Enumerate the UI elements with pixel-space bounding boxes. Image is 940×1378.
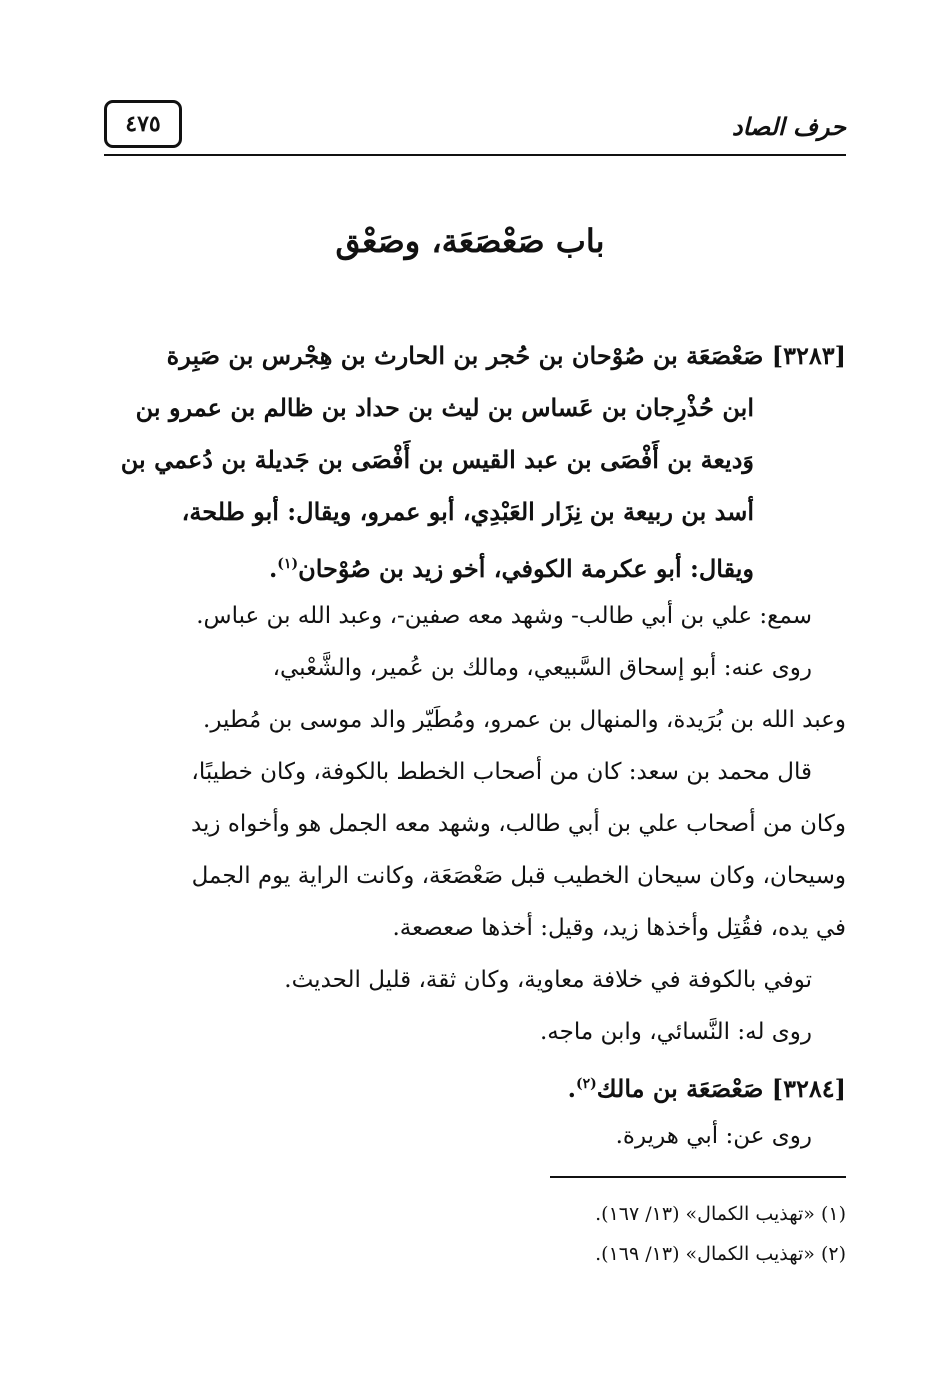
footnote-2: (٢) «تهذيب الكمال» (١٣/ ١٦٩). xyxy=(595,1243,846,1265)
footnotes xyxy=(104,1194,846,1274)
footnote-ref-1: (١) xyxy=(277,556,299,572)
entry-3283-line-3: وَديعة بن أَفْصَى بن عبد القيس بن أَفْصَى بن جَديلة بن دُعمي بن xyxy=(120,445,754,474)
footnote-rule xyxy=(550,1176,846,1178)
entry-3283-line-2: ابن حُذْرِجان بن عَساس بن ليث بن حداد بن ظالم بن عمرو بن xyxy=(135,393,754,422)
running-head: حرف الصاد xyxy=(731,112,846,141)
entry-3283-line-5-text: ويقال: أبو عكرمة الكوفي، أخو زيد بن صُوْحان xyxy=(298,554,754,583)
body-line-2: روى عنه: أبو إسحاق السَّبيعي، ومالك بن عُمير، والشَّعْبي، xyxy=(272,655,812,681)
entry-3284-end: . xyxy=(567,1074,576,1103)
body-line-9: روى له: النَّسائي، وابن ماجه. xyxy=(539,1019,812,1045)
body-line-6: وسيحان، وكان سيحان الخطيب قبل صَعْصَعَة، وكانت الراية يوم الجمل xyxy=(191,863,846,889)
entry-3283-line-5-end: . xyxy=(268,554,278,583)
chapter-title: باب صَعْصَعَة، وصَعْق xyxy=(335,222,605,260)
entry-3284 xyxy=(104,1058,846,1110)
page-number-text: ٤٧٥ xyxy=(125,111,161,137)
entry-3284-narration: روى عن: أبي هريرة. xyxy=(615,1123,812,1149)
body-line-1: سمع: علي بن أبي طالب- وشهد معه صفين-، وعبد الله بن عباس. xyxy=(196,603,812,629)
body-line-7: في يده، فقُتِل وأخذها زيد، وقيل: أخذها صعصعة. xyxy=(392,915,846,941)
entry-3283 xyxy=(104,330,846,590)
body-line-4: قال محمد بن سعد: كان من أصحاب الخطط بالكوفة، وكان خطيبًا، xyxy=(191,759,812,785)
body-line-8: توفي بالكوفة في خلافة معاوية، وكان ثقة، قليل الحديث. xyxy=(284,967,812,993)
entry-3283-line-5 xyxy=(104,538,754,590)
entry-3283-body xyxy=(104,590,846,1162)
entry-3284-text: [٣٢٨٤] صَعْصَعَة بن مالك xyxy=(596,1074,846,1103)
footnote-ref-2: (٢) xyxy=(576,1076,597,1092)
entry-3283-line-1: [٣٢٨٣] صَعْصَعَة بن صُوْحان بن حُجر بن الحارث بن هِجْرس بن صَبِرة xyxy=(166,341,846,370)
footnote-1: (١) «تهذيب الكمال» (١٣/ ١٦٧). xyxy=(595,1203,846,1225)
body-line-3: وعبد الله بن بُرَيدة، والمنهال بن عمرو، ومُطَيّر والد موسى بن مُطير. xyxy=(203,707,846,733)
entry-3283-line-4: أسد بن ربيعة بن نِزَار العَبْدِي، أبو عمرو، ويقال: أبو طلحة، xyxy=(181,497,754,526)
body-line-5: وكان من أصحاب علي بن أبي طالب، وشهد معه الجمل هو وأخواه زيد xyxy=(190,811,846,837)
page-number xyxy=(104,100,182,148)
header-rule xyxy=(104,154,846,156)
